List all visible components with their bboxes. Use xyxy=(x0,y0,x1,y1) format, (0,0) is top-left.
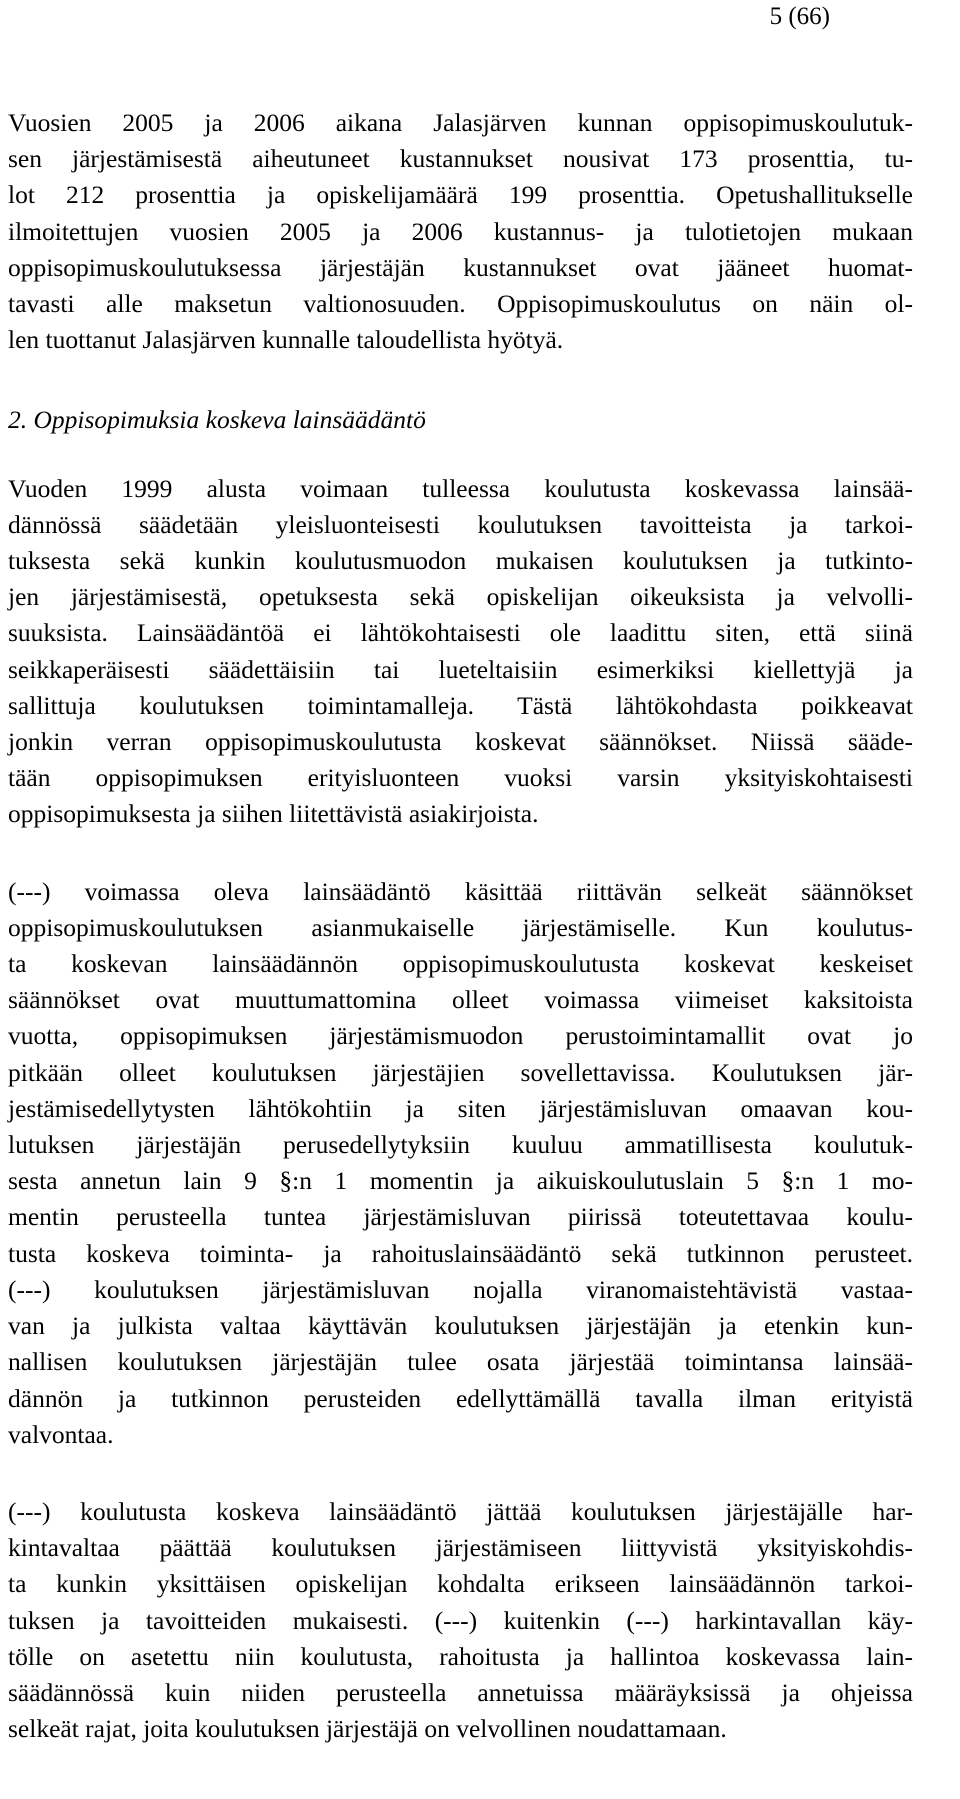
text-line: pitkään olleet koulutuksen järjestäjien sovellettavissa. Koulutuksen jär- xyxy=(8,1057,913,1087)
text-line: sallittuja koulutuksen toimintamalleja. Tästä lähtökohdasta poikkeavat xyxy=(8,690,913,720)
text-line: tölle on asetettu niin koulutusta, rahoitusta ja hallintoa koskevassa lain- xyxy=(8,1641,913,1671)
text-line: jonkin verran oppisopimuskoulutusta koskevat säännökset. Niissä sääde- xyxy=(8,727,913,757)
text-line: vuotta, oppisopimuksen järjestämismuodon perustoimintamallit ovat jo xyxy=(8,1021,913,1051)
text-line: (---) voimassa oleva lainsäädäntö käsittää riittävän selkeät säännökset xyxy=(8,876,913,906)
page-number: 5 (66) xyxy=(769,3,830,30)
text-line: Vuoden 1999 alusta voimaan tulleessa koulutusta koskevassa lainsää- xyxy=(8,473,913,503)
text-line: dännön ja tutkinnon perusteiden edellyttämällä tavalla ilman erityistä xyxy=(8,1383,913,1413)
text-line: tuksesta sekä kunkin koulutusmuodon mukaisen koulutuksen ja tutkinto- xyxy=(8,546,913,576)
text-line: jen järjestämisestä, opetuksesta sekä opiskelijan oikeuksista ja velvolli- xyxy=(8,582,913,612)
text-line: tavasti alle maksetun valtionosuuden. Oppisopimuskoulutus on näin ol- xyxy=(8,289,913,319)
text-line: valvontaa. xyxy=(8,1419,114,1449)
text-line: tuksen ja tavoitteiden mukaisesti. (---) kuitenkin (---) harkintavallan käy- xyxy=(8,1605,913,1635)
text-line: tään oppisopimuksen erityisluonteen vuoksi varsin yksityiskohtaisesti xyxy=(8,763,913,793)
text-line: sen järjestämisestä aiheutuneet kustannukset nousivat 173 prosenttia, tu- xyxy=(8,144,913,174)
text-line: oppisopimuskoulutuksessa järjestäjän kustannukset ovat jääneet huomat- xyxy=(8,252,913,282)
text-line: suuksista. Lainsäädäntöä ei lähtökohtaisesti ole laadittu siten, että siinä xyxy=(8,618,913,648)
document-body xyxy=(8,105,913,1747)
text-line: ta kunkin yksittäisen opiskelijan kohdalta erikseen lainsäädännön tarkoi- xyxy=(8,1569,913,1599)
text-line: tusta koskeva toiminta- ja rahoituslainsäädäntö sekä tutkinnon perusteet. xyxy=(8,1238,913,1268)
text-line: säädännössä kuin niiden perusteella annetuissa määräyksissä ja ohjeissa xyxy=(8,1677,913,1707)
text-line: (---) koulutuksen järjestämisluvan nojalla viranomaistehtävistä vastaa- xyxy=(8,1274,913,1304)
text-line: ilmoitettujen vuosien 2005 ja 2006 kustannus- ja tulotietojen mukaan xyxy=(8,216,913,246)
body-paragraph xyxy=(8,874,913,1453)
text-line: mentin perusteella tuntea järjestämisluvan piirissä toteutettavaa koulu- xyxy=(8,1202,913,1232)
text-line: kintavaltaa päättää koulutuksen järjestämiseen liittyvistä yksityiskohdis- xyxy=(8,1533,913,1563)
text-line: dännössä säädetään yleisluonteisesti koulutuksen tavoitteista ja tarkoi- xyxy=(8,509,913,539)
text-line: jestämisedellytysten lähtökohtiin ja siten järjestämisluvan omaavan kou- xyxy=(8,1093,913,1123)
text-line: lot 212 prosenttia ja opiskelijamäärä 199 prosenttia. Opetushallitukselle xyxy=(8,180,913,210)
section-heading: 2. Oppisopimuksia koskeva lainsäädäntö xyxy=(8,405,426,435)
text-line: selkeät rajat, joita koulutuksen järjestäjä on velvollinen noudattamaan. xyxy=(8,1714,727,1744)
text-line: oppisopimuskoulutuksen asianmukaiselle järjestämiselle. Kun koulutus- xyxy=(8,912,913,942)
body-paragraph xyxy=(8,471,913,833)
text-line: ta koskevan lainsäädännön oppisopimuskoulutusta koskevat keskeiset xyxy=(8,949,913,979)
text-line: van ja julkista valtaa käyttävän koulutuksen järjestäjän ja etenkin kun- xyxy=(8,1311,913,1341)
body-paragraph xyxy=(8,1494,913,1747)
text-line: nallisen koulutuksen järjestäjän tulee osata järjestää toimintansa lainsää- xyxy=(8,1347,913,1377)
text-line: sesta annetun lain 9 §:n 1 momentin ja aikuiskoulutuslain 5 §:n 1 mo- xyxy=(8,1166,913,1196)
text-line: oppisopimuksesta ja siihen liitettävistä asiakirjoista. xyxy=(8,799,539,829)
intro-paragraph xyxy=(8,105,913,358)
text-line: Vuosien 2005 ja 2006 aikana Jalasjärven kunnan oppisopimuskoulutuk- xyxy=(8,108,913,137)
text-line: len tuottanut Jalasjärven kunnalle taloudellista hyötyä. xyxy=(8,325,564,355)
text-line: lutuksen järjestäjän perusedellytyksiin kuuluu ammatillisesta koulutuk- xyxy=(8,1130,913,1160)
text-line: seikkaperäisesti säädettäisiin tai lueteltaisiin esimerkiksi kiellettyjä ja xyxy=(8,654,913,684)
text-line: (---) koulutusta koskeva lainsäädäntö jättää koulutuksen järjestäjälle har- xyxy=(8,1496,913,1526)
text-line: säännökset ovat muuttumattomina olleet voimassa viimeiset kaksitoista xyxy=(8,985,913,1015)
